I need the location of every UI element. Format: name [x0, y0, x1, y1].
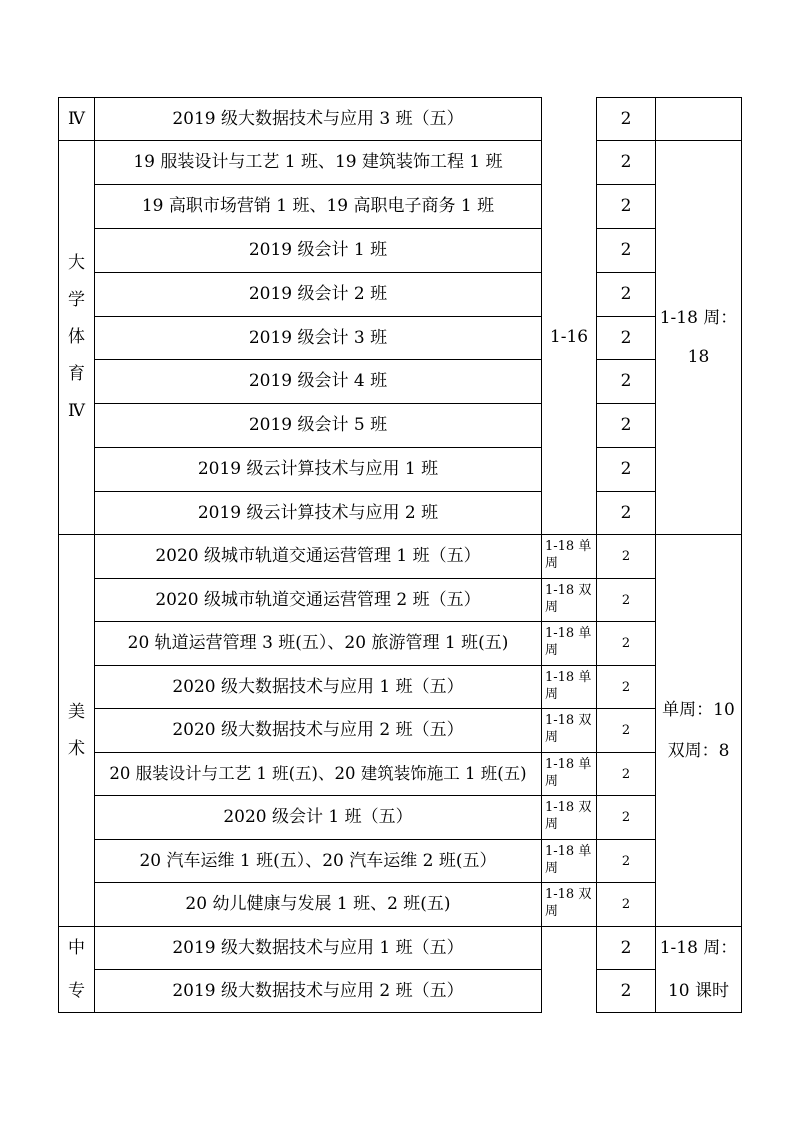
- group-name-char: Ⅳ: [68, 401, 85, 421]
- group-name-cell: [59, 970, 94, 1012]
- class-cell: 2019 级会计 5 班: [248, 415, 388, 435]
- group-name-char: 美: [68, 701, 85, 722]
- week-cell: 1-18 双周: [545, 583, 592, 615]
- week-cell: 1-18 双周: [545, 800, 592, 832]
- class-cell: 20 幼儿健康与发展 1 班、2 班(五): [185, 894, 451, 914]
- note-line: 18: [687, 346, 710, 367]
- class-cell: 20 汽车运维 1 班(五）、20 汽车运维 2 班(五）: [139, 850, 497, 871]
- class-cell: 19 服装设计与工艺 1 班、19 建筑装饰工程 1 班: [133, 152, 503, 172]
- hours-cell: 2: [620, 937, 632, 958]
- group-name-char: 体: [68, 327, 85, 347]
- class-cell: 2020 级城市轨道交通运营管理 2 班（五）: [155, 589, 481, 610]
- group-name-char: 学: [68, 290, 85, 310]
- note-cell: 10 课时: [667, 980, 730, 1001]
- hours-cell: 2: [621, 636, 631, 651]
- hours-cell: 2: [621, 853, 631, 869]
- group-name-cell: [59, 535, 94, 926]
- period-cell: 1-16: [549, 327, 589, 347]
- group-name-char: 育: [68, 364, 85, 384]
- note-cell: [656, 535, 741, 926]
- class-cell: 19 高职市场营销 1 班、19 高职电子商务 1 班: [141, 196, 495, 216]
- class-cell: 2020 级会计 1 班（五）: [223, 807, 413, 827]
- class-cell: 2019 级大数据技术与应用 3 班（五）: [172, 108, 464, 129]
- hours-cell: 2: [620, 371, 632, 391]
- hours-cell: 2: [621, 810, 631, 825]
- class-cell: 2020 级大数据技术与应用 1 班（五）: [172, 676, 464, 697]
- class-cell: 2019 级会计 1 班: [248, 240, 388, 260]
- group-name-char: 大: [68, 253, 85, 273]
- hours-cell: 2: [620, 459, 632, 479]
- week-cell: 1-18 单周: [545, 670, 592, 702]
- class-cell: 2020 级城市轨道交通运营管理 1 班（五）: [155, 546, 481, 566]
- week-cell: 1-18 单周: [545, 626, 592, 658]
- group-name-cell: [59, 98, 94, 140]
- class-cell: 2019 级会计 3 班: [248, 327, 388, 348]
- week-cell: 1-18 单周: [545, 757, 592, 789]
- group-name-cell: [59, 927, 94, 969]
- hours-cell: 2: [620, 327, 632, 348]
- group-name-char: Ⅳ: [68, 108, 85, 129]
- hours-cell: 2: [620, 152, 632, 172]
- hours-cell: 2: [621, 592, 631, 608]
- group-name-char: 术: [68, 738, 85, 759]
- week-cell: 1-18 双周: [545, 887, 592, 919]
- group-name-cell: [59, 141, 94, 534]
- hours-cell: 2: [620, 415, 632, 435]
- note-line: 1-18 周：: [659, 307, 738, 328]
- hours-cell: 2: [620, 980, 632, 1001]
- week-cell: 1-18 双周: [545, 713, 592, 745]
- hours-cell: 2: [621, 766, 631, 782]
- hours-cell: 2: [620, 284, 632, 304]
- hours-cell: 2: [621, 723, 631, 738]
- hours-cell: 2: [621, 549, 631, 564]
- hours-cell: 2: [620, 240, 632, 260]
- class-cell: 20 轨道运营管理 3 班(五）、20 旅游管理 1 班(五): [127, 633, 509, 653]
- note-cell: [656, 141, 741, 534]
- hours-cell: 2: [620, 196, 632, 216]
- class-cell: 2019 级云计算技术与应用 1 班: [197, 459, 439, 479]
- hours-cell: 2: [621, 897, 631, 912]
- note-line: 单周：10: [662, 699, 735, 720]
- group-name-char: 中: [68, 937, 85, 958]
- hours-cell: 2: [621, 679, 631, 695]
- class-cell: 2019 级会计 2 班: [248, 284, 388, 304]
- class-cell: 2019 级大数据技术与应用 1 班（五）: [172, 937, 464, 958]
- week-cell: 1-18 单周: [545, 539, 592, 571]
- class-cell: 2019 级会计 4 班: [248, 371, 388, 391]
- class-cell: 20 服装设计与工艺 1 班(五)、20 建筑装饰施工 1 班(五): [109, 763, 527, 783]
- group-name-char: 专: [68, 980, 85, 1001]
- class-cell: 2019 级云计算技术与应用 2 班: [197, 502, 439, 523]
- class-cell: 2019 级大数据技术与应用 2 班（五）: [172, 980, 464, 1001]
- note-line: 双周：8: [667, 740, 730, 761]
- hours-cell: 2: [620, 502, 632, 523]
- week-cell: 1-18 单周: [545, 844, 592, 876]
- hours-cell: 2: [620, 108, 632, 129]
- class-cell: 2020 级大数据技术与应用 2 班（五）: [172, 720, 464, 740]
- note-cell: 1-18 周：: [659, 937, 738, 958]
